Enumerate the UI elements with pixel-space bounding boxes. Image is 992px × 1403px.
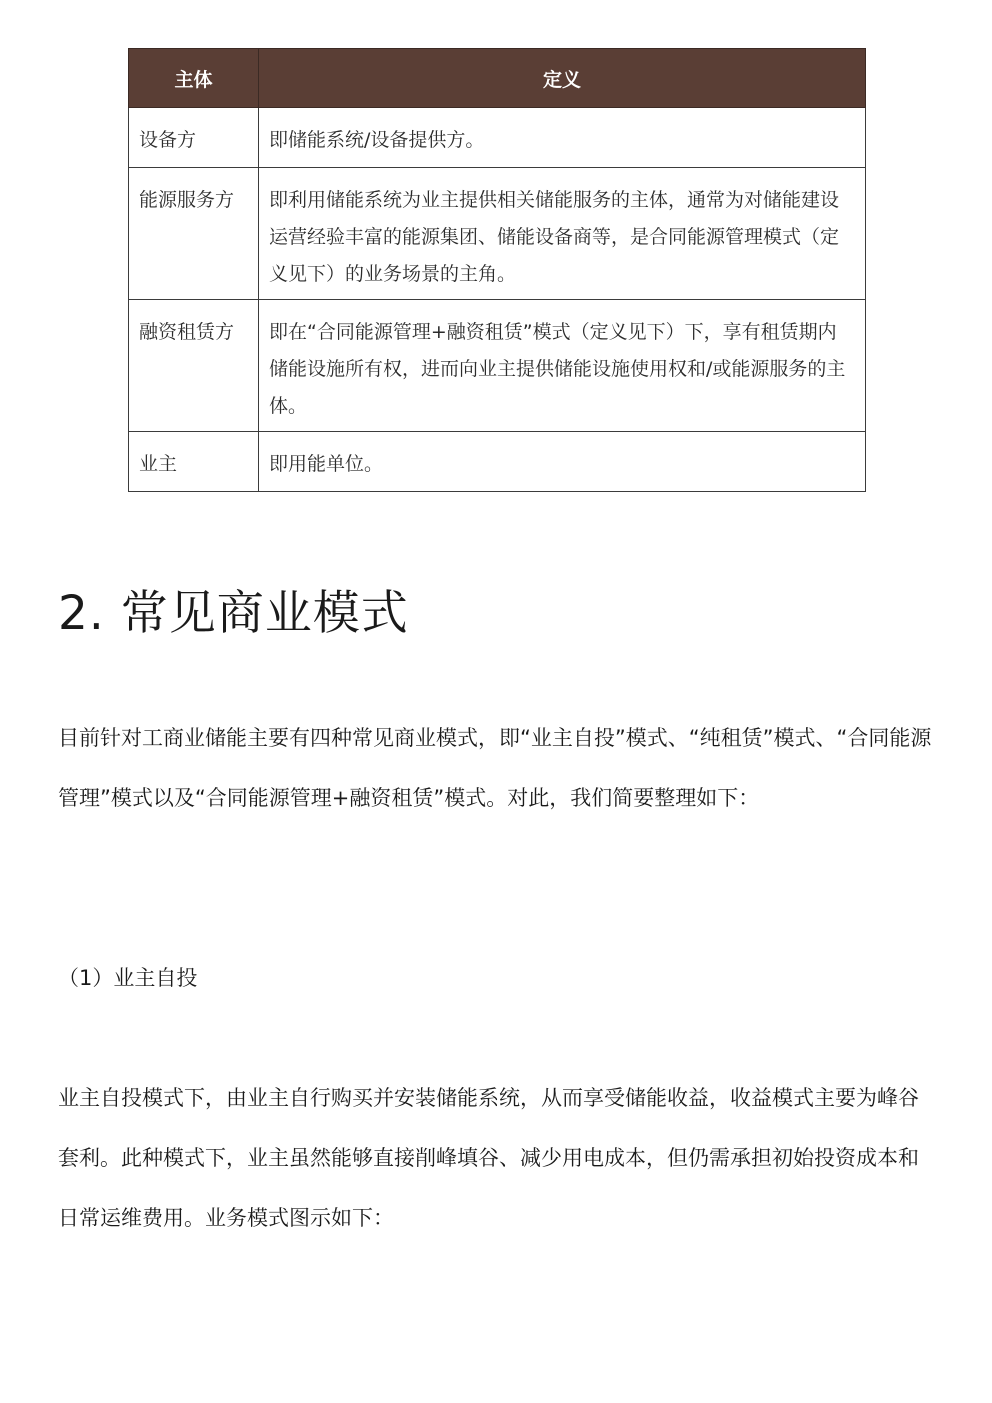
subject-cell: 能源服务方 <box>129 168 259 300</box>
header-definition: 定义 <box>259 49 866 108</box>
table-row <box>129 432 866 492</box>
definition-cell: 即利用储能系统为业主提供相关储能服务的主体，通常为对储能建设运营经验丰富的能源集团、储能设备商等，是合同能源管理模式（定义见下）的业务场景的主角。 <box>259 168 866 300</box>
subject-cell: 融资租赁方 <box>129 300 259 432</box>
definition-cell: 即用能单位。 <box>259 432 866 492</box>
subsection-paragraph: 业主自投模式下，由业主自行购买并安装储能系统，从而享受储能收益，收益模式主要为峰谷套利。此种模式下，业主虽然能够直接削峰填谷、减少用电成本，但仍需承担初始投资成本和日常运维费用。业务模式图示如下： <box>58 1086 919 1230</box>
section-title: 2. 常见商业模式 <box>58 586 409 641</box>
table-row <box>129 108 866 168</box>
subject-cell: 设备方 <box>129 108 259 168</box>
subsection-title: （1）业主自投 <box>58 966 198 990</box>
definition-cell: 即储能系统/设备提供方。 <box>259 108 866 168</box>
definition-table <box>128 48 866 492</box>
header-subject: 主体 <box>129 49 259 108</box>
subject-cell: 业主 <box>129 432 259 492</box>
definition-cell: 即在“合同能源管理+融资租赁”模式（定义见下）下，享有租赁期内储能设施所有权，进而向业主提供储能设施使用权和/或能源服务的主体。 <box>259 300 866 432</box>
table-row <box>129 168 866 300</box>
table-header-row <box>129 49 866 108</box>
table-row <box>129 300 866 432</box>
intro-paragraph: 目前针对工商业储能主要有四种常见商业模式，即“业主自投”模式、“纯租赁”模式、“合同能源管理”模式以及“合同能源管理+融资租赁”模式。对此，我们简要整理如下： <box>58 726 932 810</box>
